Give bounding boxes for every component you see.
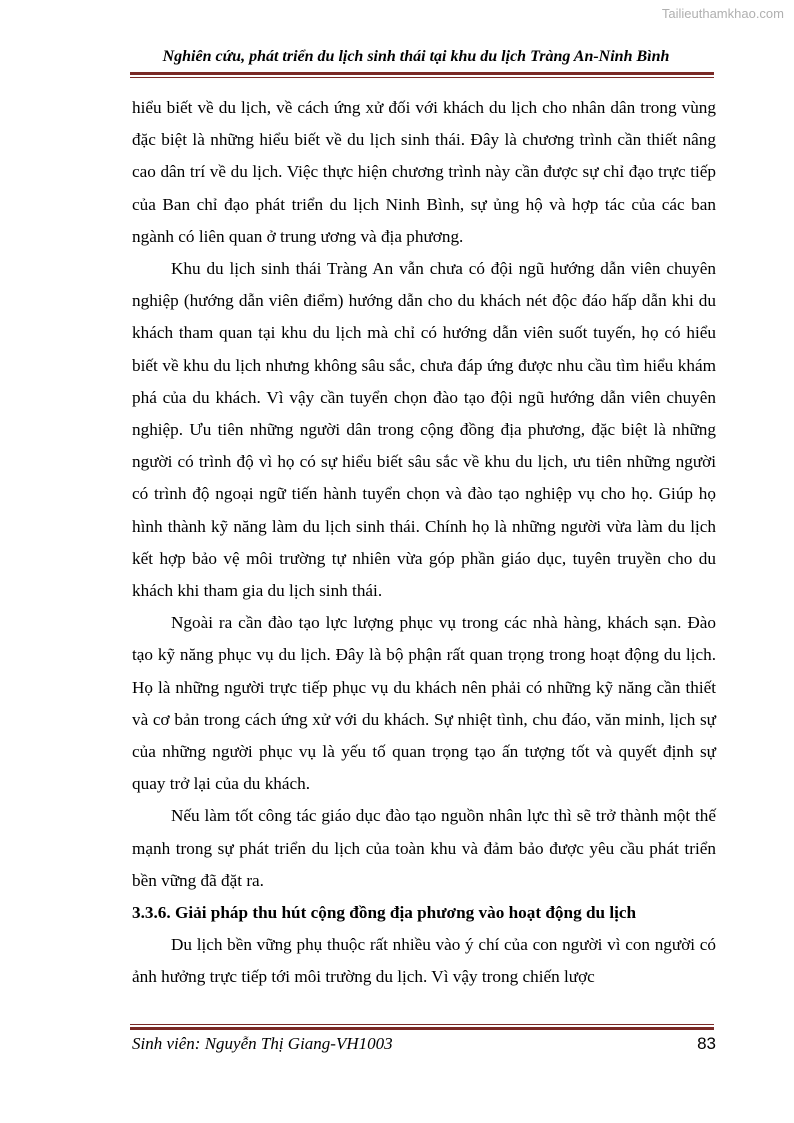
paragraph: Du lịch bền vững phụ thuộc rất nhiều vào ý chí của con người vì con người có ảnh hưởng trực tiếp tới môi trường du lịch. Vì vậy trong chiến lược: [132, 935, 716, 987]
footer-rule-thick: [130, 1027, 714, 1030]
footer-student-name: Sinh viên: Nguyễn Thị Giang-VH1003: [132, 1034, 393, 1053]
section-heading: 3.3.6. Giải pháp thu hút cộng đồng địa phương vào hoạt động du lịch: [132, 903, 637, 923]
header-rule-thick: [130, 72, 714, 75]
paragraph: Ngoài ra cần đào tạo lực lượng phục vụ trong các nhà hàng, khách sạn. Đào tạo kỹ năng phục vụ du lịch. Đây là bộ phận rất quan trọng trong hoạt động du lịch. Họ là những người trực tiếp phục vụ du khách nên phải có những kỹ năng cần thiết và cơ bản trong cách ứng xử với du khách. Sự nhiệt tình, chu đáo, văn minh, lịch sự của những người phục vụ là yếu tố quan trọng tạo ấn tượng tốt và quyết định sự quay trở lại của du khách.: [132, 613, 716, 794]
header-rule-thin: [130, 77, 714, 78]
watermark-text: Tailieuthamkhao.com: [661, 6, 784, 21]
paragraph: Nếu làm tốt công tác giáo dục đào tạo nguồn nhân lực thì sẽ trở thành một thế mạnh trong sự phát triển du lịch của toàn khu và đảm bảo được yêu cầu phát triển bền vững đã đặt ra.: [132, 806, 716, 890]
page-number: 83: [697, 1034, 716, 1053]
page-header-title: Nghiên cứu, phát triển du lịch sinh thái tại khu du lịch Tràng An-Ninh Bình: [162, 48, 670, 65]
paragraph: hiểu biết về du lịch, về cách ứng xử đối với khách du lịch cho nhân dân trong vùng đặc biệt là những hiểu biết về du lịch sinh thái. Đây là chương trình cần thiết nâng cao dân trí về du lịch. Việc thực hiện chương trình này cần được sự chỉ đạo trực tiếp của Ban chỉ đạo phát triển du lịch Ninh Bình, sự ủng hộ và hợp tác của các ban ngành có liên quan ở trung ương và địa phương.: [132, 98, 716, 246]
body-text: [132, 92, 716, 994]
paragraph: Khu du lịch sinh thái Tràng An vẫn chưa có đội ngũ hướng dẫn viên chuyên nghiệp (hướng dẫn viên điểm) hướng dẫn cho du khách nét độc đáo hấp dẫn khi du khách tham quan tại khu du lịch mà chỉ có hướng dẫn viên suốt tuyến, họ có hiểu biết về khu du lịch nhưng không sâu sắc, chưa đáp ứng được nhu cầu tìm hiểu khám phá của du khách. Vì vậy cần tuyển chọn đào tạo đội ngũ hướng dẫn viên chuyên nghiệp. Ưu tiên những người dân trong cộng đồng địa phương, đặc biệt là những người có trình độ vì họ có sự hiểu biết sâu sắc về khu du lịch, ưu tiên những người có trình độ ngoại ngữ tiến hành tuyển chọn và đào tạo nghiệp vụ cho họ. Giúp họ hình thành kỹ năng làm du lịch sinh thái. Chính họ là những người vừa làm du lịch kết hợp bảo vệ môi trường tự nhiên vừa góp phần giáo dục, tuyên truyền cho du khách khi tham gia du lịch sinh thái.: [132, 259, 716, 601]
footer-rule-thin: [130, 1024, 714, 1025]
